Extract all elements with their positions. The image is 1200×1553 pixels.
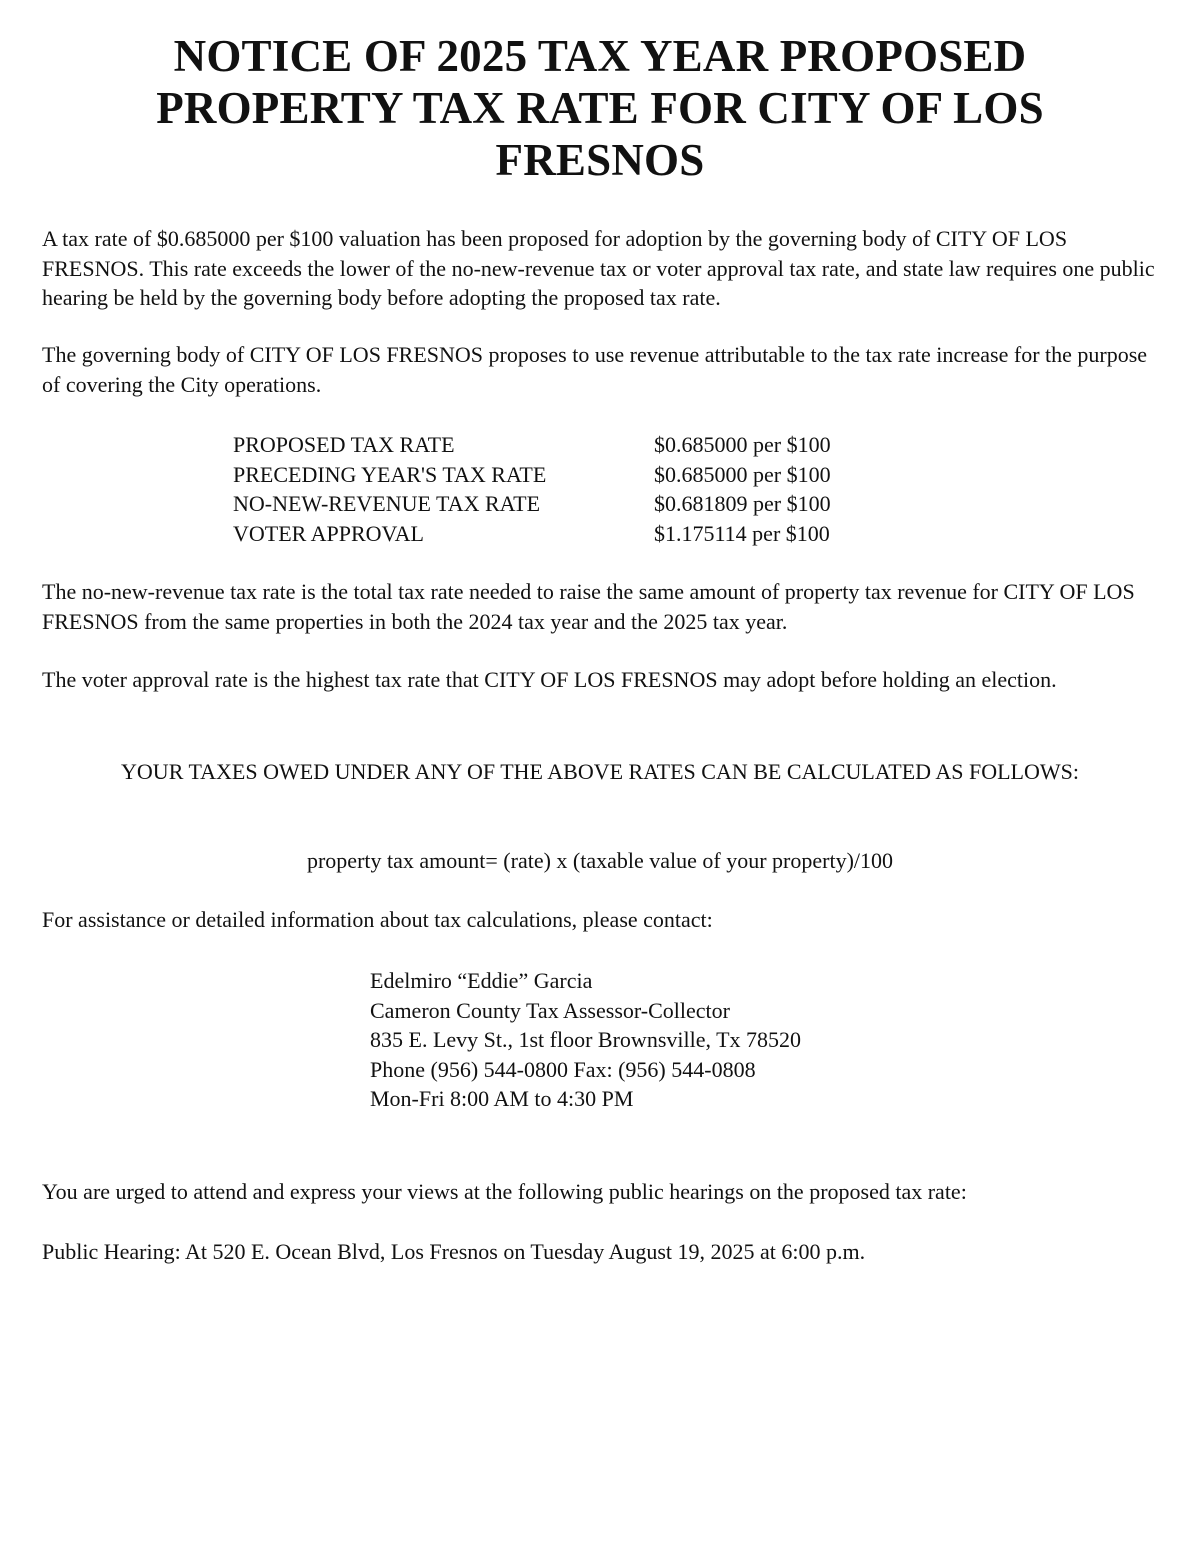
rate-label: PRECEDING YEAR'S TAX RATE — [233, 461, 547, 487]
contact-title: Cameron County Tax Assessor-Collector — [370, 997, 730, 1023]
contact-name: Edelmiro “Eddie” Garcia — [370, 968, 593, 993]
rate-label: VOTER APPROVAL — [233, 520, 424, 546]
rate-label: NO-NEW-REVENUE TAX RATE — [233, 491, 541, 516]
rate-row-proposed — [233, 430, 831, 460]
rate-row-preceding-year — [233, 460, 831, 490]
assistance-paragraph: For assistance or detailed information about tax calculations, please contact: — [42, 907, 713, 932]
rate-label: PROPOSED TAX RATE — [233, 432, 455, 457]
no-new-revenue-definition: The no-new-revenue tax rate is the total tax rate needed to raise the same amount of property tax revenue for CITY OF LOS FRESNOS from the same properties in both the 2024 tax year and the 2025 tax year. — [42, 579, 1135, 634]
voter-approval-definition: The voter approval rate is the highest tax rate that CITY OF LOS FRESNOS may adopt before holding an election. — [42, 667, 1057, 692]
contact-block — [370, 966, 801, 1114]
rate-value: $1.175114 per $100 — [654, 520, 830, 546]
rate-value: $0.681809 per $100 — [654, 491, 831, 516]
notice-title: NOTICE OF 2025 TAX YEAR PROPOSED PROPERTY TAX RATE FOR CITY OF LOS FRESNOS — [156, 31, 1044, 185]
contact-hours: Mon-Fri 8:00 AM to 4:30 PM — [370, 1086, 634, 1111]
rate-value: $0.685000 per $100 — [654, 432, 831, 457]
purpose-paragraph: The governing body of CITY OF LOS FRESNOS proposes to use revenue attributable to the tax rate increase for the purpose of covering the City operations. — [42, 342, 1148, 397]
tax-formula: property tax amount= (rate) x (taxable value of your property)/100 — [306, 848, 894, 873]
contact-phone-fax: Phone (956) 544-0800 Fax: (956) 544-0808 — [370, 1056, 756, 1082]
rate-row-voter-approval — [233, 519, 831, 549]
rate-value: $0.685000 per $100 — [654, 461, 831, 487]
urge-paragraph: You are urged to attend and express your views at the following public hearings on the proposed tax rate: — [42, 1179, 967, 1204]
tax-rate-table — [233, 430, 831, 548]
public-hearing-paragraph: Public Hearing: At 520 E. Ocean Blvd, Los Fresnos on Tuesday August 19, 2025 at 6:00 p.m. — [42, 1239, 866, 1264]
intro-paragraph: A tax rate of $0.685000 per $100 valuation has been proposed for adoption by the governing body of CITY OF LOS FRESNOS. This rate exceeds the lower of the no-new-revenue tax or voter approval tax rate, and state law requires one public hearing be held by the governing body before adopting the proposed tax rate. — [42, 226, 1155, 310]
rate-row-no-new-revenue — [233, 489, 831, 519]
calculation-heading: YOUR TAXES OWED UNDER ANY OF THE ABOVE RATES CAN BE CALCULATED AS FOLLOWS: — [121, 759, 1079, 784]
contact-address: 835 E. Levy St., 1st floor Brownsville, Tx 78520 — [370, 1027, 802, 1052]
